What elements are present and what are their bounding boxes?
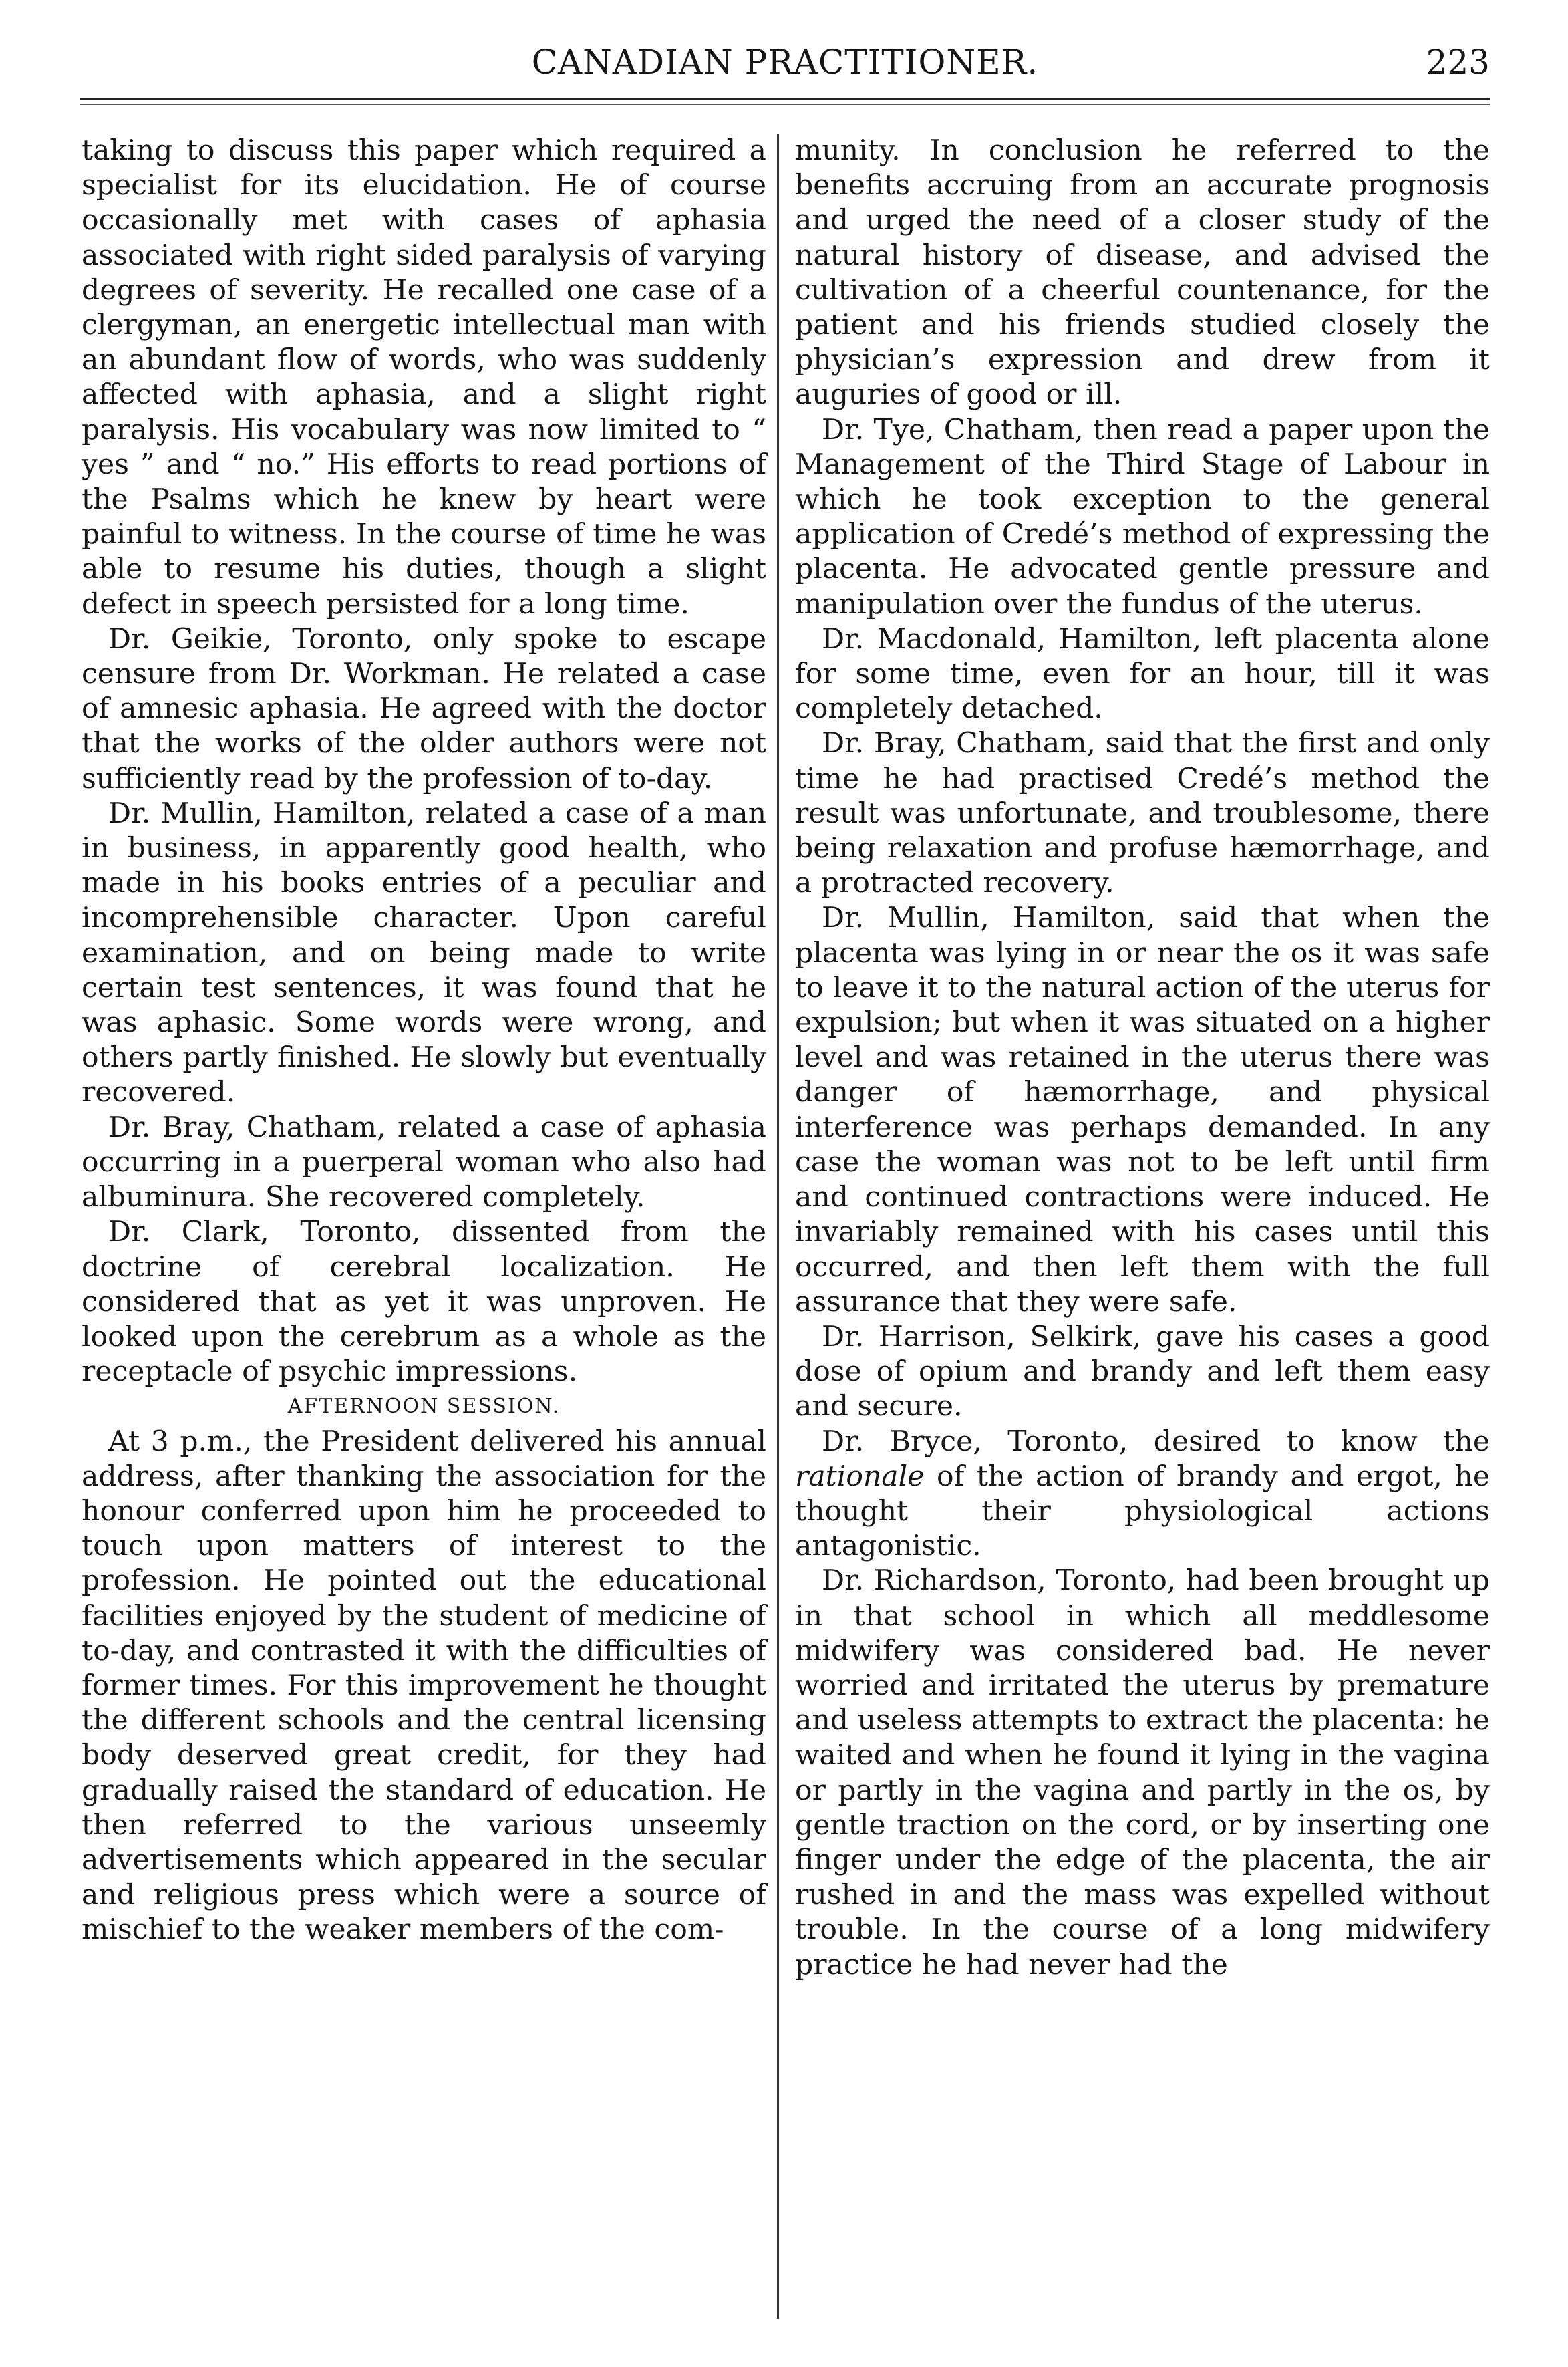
paragraph: Dr. Geikie, Toronto, only spoke to escape censure from Dr. Workman. He related a case of amnesic aphasia. He agreed with the doctor that the works of the older authors were not sufficiently read by the profession of to-day. (82, 622, 766, 795)
page-number: 223 (1426, 43, 1490, 82)
column-divider (777, 134, 779, 2319)
text-run: of the action of brandy and ergot, he thought their physiological actions antagonistic. (795, 1459, 1490, 1563)
section-heading: AFTERNOON SESSION. (287, 1395, 561, 1419)
running-header (80, 39, 1490, 86)
paragraph: Dr. Mullin, Hamilton, said that when the placenta was lying in or near the os it was safe to leave it to the natural action of the uterus for expulsion; but when it was situated on a higher level and was retained in the uterus there was danger of hæmorrhage, and physical interference was perhaps demanded. In any case the woman was not to be left until firm and continued contractions were induced. He invariably remained with his cases until this occurred, and then left them with the full assurance that they were safe. (795, 901, 1490, 1318)
paragraph: Dr. Harrison, Selkirk, gave his cases a good dose of opium and brandy and left them easy and secure. (795, 1320, 1490, 1423)
paragraph: munity. In conclusion he referred to the benefits accruing from an accurate prognosis and urged the need of a closer study of the natural history of disease, and advised the cultivation of a cheerful countenance, for the patient and his friends studied closely the physician’s expression and drew from it auguries of good or ill. (795, 134, 1490, 412)
running-title: CANADIAN PRACTITIONER. (531, 43, 1039, 82)
header-rule (80, 98, 1490, 100)
right-column (795, 134, 1490, 1983)
left-column (82, 134, 766, 1948)
header-rule-thin (80, 104, 1490, 105)
text-run: Dr. Bryce, Toronto, desired to know the (822, 1425, 1490, 1458)
paragraph (795, 1425, 1490, 1564)
paragraph: Dr. Clark, Toronto, dissented from the doctrine of cerebral localization. He considered that as yet it was unproven. He looked upon the cerebrum as a whole as the receptacle of psychic impressions. (82, 1216, 766, 1389)
paragraph: Dr. Richardson, Toronto, had been brought up in that school in which all meddlesome midwifery was considered bad. He never worried and irritated the uterus by premature and useless attempts to extract the placenta: he waited and when he found it lying in the vagina or partly in the vagina and partly in the os, by gentle traction on the cord, or by inserting one finger under the edge of the placenta, the air rushed in and the mass was expelled without trouble. In the course of a long midwifery practice he had never had the (795, 1564, 1490, 1981)
italic-term: rationale (795, 1459, 925, 1493)
paragraph: Dr. Tye, Chatham, then read a paper upon the Management of the Third Stage of Labour in which he took exception to the general application of Credé’s method of expressing the placenta. He advocated gentle pressure and manipulation over the fundus of the uterus. (795, 413, 1490, 621)
paragraph: Dr. Bray, Chatham, related a case of aphasia occurring in a puerperal woman who also had albuminura. She recovered completely. (82, 1111, 766, 1214)
paragraph: Dr. Macdonald, Hamilton, left placenta alone for some time, even for an hour, till it was completely detached. (795, 622, 1490, 726)
paragraph: At 3 p.m., the President delivered his annual address, after thanking the association for the honour conferred upon him he proceeded to touch upon matters of interest to the profession. He pointed out the educational facilities enjoyed by the student of medicine of to-day, and contrasted it with the difficulties of former times. For this improvement he thought the different schools and the central licensing body deserved great credit, for they had gradually raised the standard of education. He then referred to the various unseemly advertisements which appeared in the secular and religious press which were a source of mischief to the weaker members of the com- (82, 1425, 766, 1947)
paragraph: Dr. Mullin, Hamilton, related a case of a man in business, in apparently good health, who made in his books entries of a peculiar and incomprehensible character. Upon careful examination, and on being made to write certain test sentences, it was found that he was aphasic. Some words were wrong, and others partly finished. He slowly but eventually recovered. (82, 797, 766, 1109)
paragraph: Dr. Bray, Chatham, said that the first and only time he had practised Credé’s method the result was unfortunate, and troublesome, there being relaxation and profuse hæmorrhage, and a protracted recovery. (795, 727, 1490, 900)
paragraph: taking to discuss this paper which required a specialist for its elucidation. He of course occasionally met with cases of aphasia associated with right sided paralysis of varying degrees of severity. He recalled one case of a clergyman, an energetic intellectual man with an abundant flow of words, who was suddenly affected with aphasia, and a slight right paralysis. His vocabulary was now limited to “ yes ” and “ no.” His efforts to read portions of the Psalms which he knew by heart were painful to witness. In the course of time he was able to resume his duties, though a slight defect in speech persisted for a long time. (82, 134, 766, 621)
